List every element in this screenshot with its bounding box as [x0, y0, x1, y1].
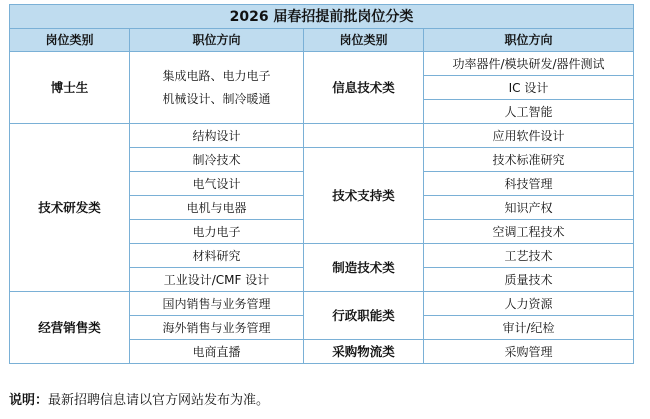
direction-info-tech-3: 人工智能 [424, 100, 634, 124]
category-tech-support: 技术支持类 [304, 148, 424, 244]
footnote-separator: ： [35, 393, 49, 408]
phd-directions-cell [130, 52, 304, 124]
category-manufacturing: 制造技术类 [304, 244, 424, 292]
direction-sales-1: 国内销售与业务管理 [130, 292, 304, 316]
direction-tech-support-2: 科技管理 [424, 172, 634, 196]
header-direction-right: 职位方向 [424, 29, 634, 52]
header-category-right: 岗位类别 [304, 29, 424, 52]
direction-sales-2: 海外销售与业务管理 [130, 316, 304, 340]
direction-tech-rd-4: 电机与电器 [130, 196, 304, 220]
direction-tech-support-1: 技术标准研究 [424, 148, 634, 172]
category-sales: 经营销售类 [10, 292, 130, 364]
footnote-label: 说明 [9, 393, 36, 408]
table-row [10, 292, 634, 316]
direction-tech-support-3: 知识产权 [424, 196, 634, 220]
direction-admin-1: 人力资源 [424, 292, 634, 316]
direction-tech-rd-1: 结构设计 [130, 124, 304, 148]
direction-admin-2: 审计/纪检 [424, 316, 634, 340]
direction-phd-1: 集成电路、电力电子 [162, 68, 271, 83]
direction-info-tech-4: 应用软件设计 [424, 124, 634, 148]
direction-tech-rd-6: 材料研究 [130, 244, 304, 268]
category-admin: 行政职能类 [304, 292, 424, 340]
direction-manufacturing-2: 质量技术 [424, 268, 634, 292]
direction-tech-rd-5: 电力电子 [130, 220, 304, 244]
table-title: 2026 届春招提前批岗位分类 [10, 5, 634, 29]
footnote [9, 391, 269, 411]
table-row [10, 52, 634, 76]
category-info-tech: 信息技术类 [304, 52, 424, 124]
category-tech-rd: 技术研发类 [10, 124, 130, 292]
direction-info-tech-2: IC 设计 [424, 76, 634, 100]
direction-info-tech-1: 功率器件/模块研发/器件测试 [424, 52, 634, 76]
direction-sales-3: 电商直播 [130, 340, 304, 364]
table-title-row [10, 5, 634, 29]
category-phd: 博士生 [10, 52, 130, 124]
direction-tech-rd-7: 工业设计/CMF 设计 [130, 268, 304, 292]
category-procurement: 采购物流类 [304, 340, 424, 364]
direction-tech-rd-3: 电气设计 [130, 172, 304, 196]
direction-tech-support-4: 空调工程技术 [424, 220, 634, 244]
header-direction-left: 职位方向 [130, 29, 304, 52]
empty-category-cell [304, 124, 424, 148]
position-table [9, 4, 634, 364]
direction-phd-2: 机械设计、制冷暖通 [162, 91, 271, 106]
header-category-left: 岗位类别 [10, 29, 130, 52]
direction-manufacturing-1: 工艺技术 [424, 244, 634, 268]
table-row [10, 124, 634, 148]
footnote-text: 最新招聘信息请以官方网站发布为准。 [48, 393, 270, 408]
table-header-row [10, 29, 634, 52]
direction-procurement-1: 采购管理 [424, 340, 634, 364]
direction-tech-rd-2: 制冷技术 [130, 148, 304, 172]
